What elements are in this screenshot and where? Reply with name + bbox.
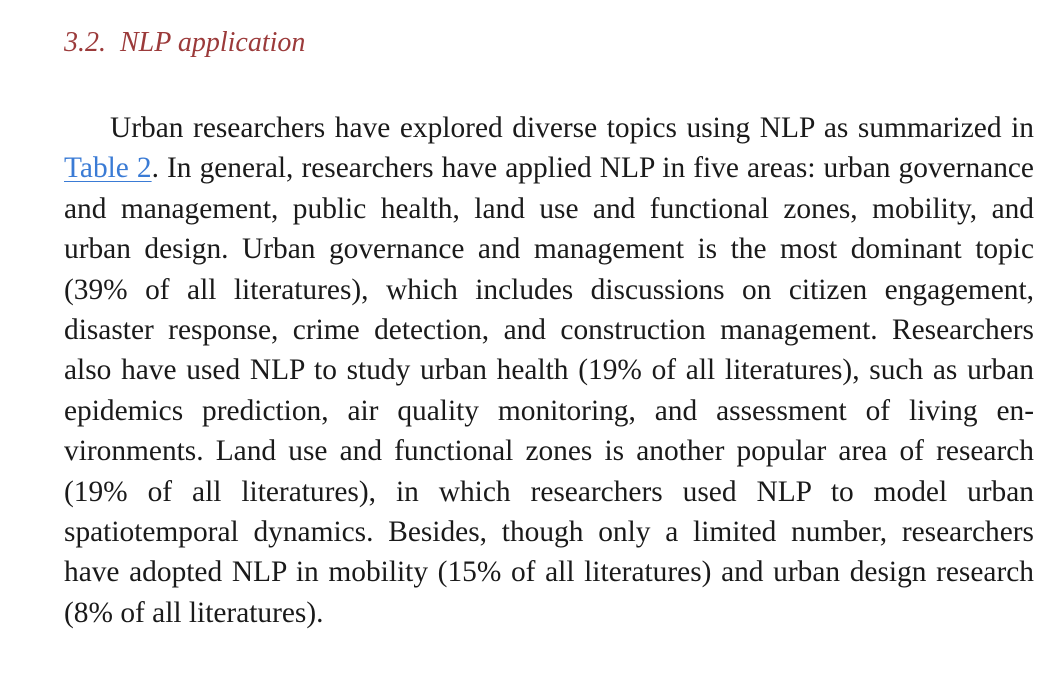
paper-page (64, 0, 1034, 633)
paragraph-text-end: . In general, researchers have applied NLP in five areas: urban governance and management, public health, land use and functional zones, mobility, and urban design. Urban governance and management is the most dominant topic (39% of all literatures), which includes discussions on citizen engagement, disaster response, crime detection, and construction management. Researchers also have used NLP to study urban health (19% of all literatures), such as urban epidemics prediction, air quality monitoring, and assessment of living environments. Land use and functional zones is another popular area of research (19% of all literatures), in which researchers used NLP to model urban spatiotemporal dynamics. Besides, though only a limited number, researchers have adopted NLP in mobility (15% of all literatures) and urban design research (8% of all literatures). (64, 152, 1034, 629)
table-2-link[interactable]: Table 2 (64, 152, 152, 185)
section-title: NLP application (120, 27, 306, 58)
paragraph-text-start: Urban researchers have explored diverse topics using NLP as summarized in (110, 112, 1034, 144)
body-paragraph (64, 108, 1034, 633)
section-number: 3.2. (64, 27, 106, 58)
section-heading (64, 0, 1034, 60)
